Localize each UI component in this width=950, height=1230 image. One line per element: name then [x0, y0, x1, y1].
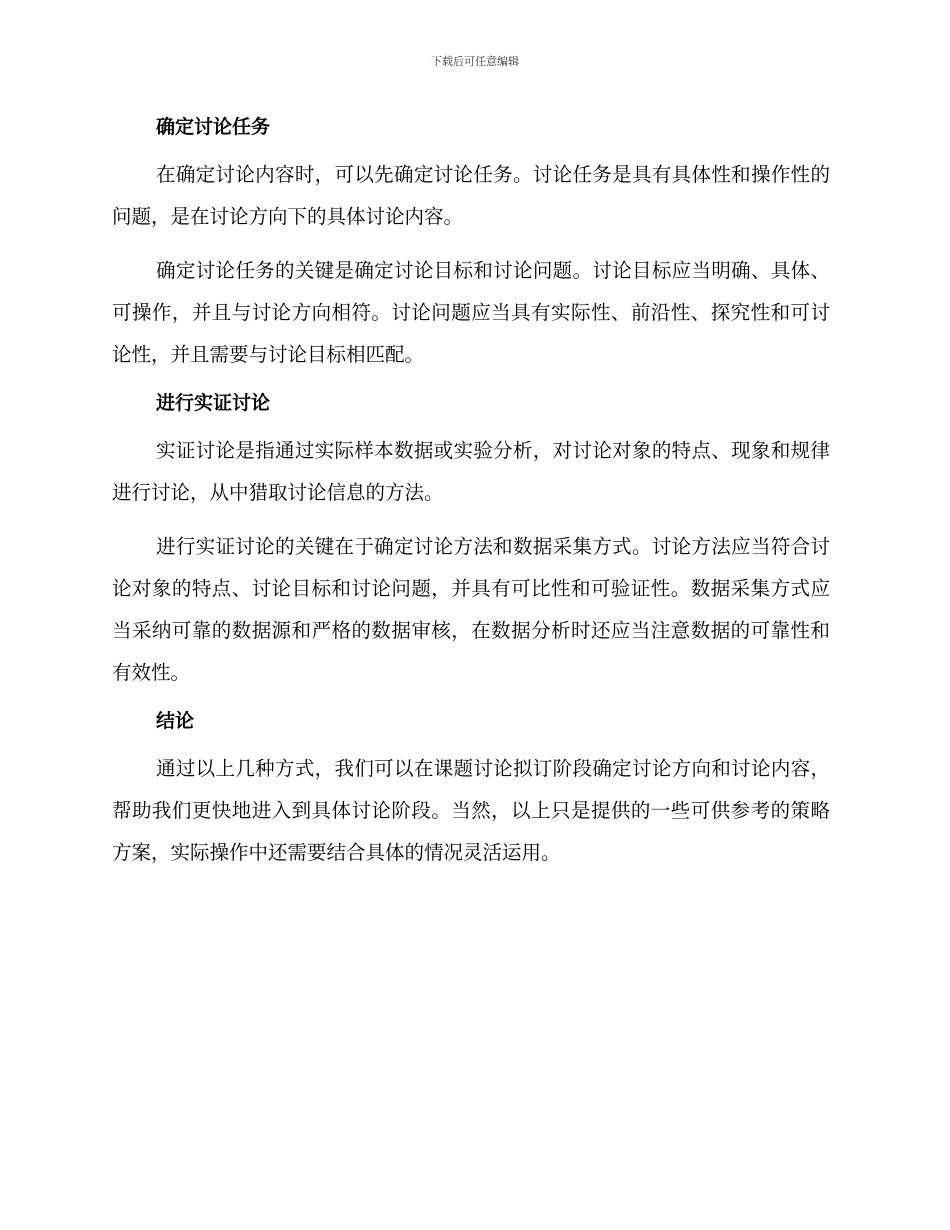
section-heading: 结论: [156, 710, 195, 732]
section-heading: 确定讨论任务: [156, 116, 271, 138]
paragraph: 实证讨论是指通过实际样本数据或实验分析，对讨论对象的特点、现象和规律进行讨论，从中猎取讨论信息的方法。: [112, 439, 830, 504]
page-header: 下载后可任意编辑: [431, 55, 519, 68]
paragraph: 确定讨论任务的关键是确定讨论目标和讨论问题。讨论目标应当明确、具体、可操作，并且与讨论方向相符。讨论问题应当具有实际性、前沿性、探究性和可讨论性，并且需要与讨论目标相匹配。: [112, 259, 830, 366]
paragraph: 通过以上几种方式，我们可以在课题讨论拟订阶段确定讨论方向和讨论内容，帮助我们更快地进入到具体讨论阶段。当然，以上只是提供的一些可供参考的策略方案，实际操作中还需要结合具体的情况灵活运用。: [112, 757, 830, 864]
paragraph: 进行实证讨论的关键在于确定讨论方法和数据采集方式。讨论方法应当符合讨论对象的特点、讨论目标和讨论问题，并具有可比性和可验证性。数据采集方式应当采纳可靠的数据源和严格的数据审核，在数据分析时还应当注意数据的可靠性和有效性。: [112, 535, 830, 684]
paragraph: 在确定讨论内容时，可以先确定讨论任务。讨论任务是具有具体性和操作性的问题，是在讨论方向下的具体讨论内容。: [112, 163, 830, 228]
section-heading: 进行实证讨论: [156, 392, 271, 414]
document-body: [112, 112, 830, 886]
